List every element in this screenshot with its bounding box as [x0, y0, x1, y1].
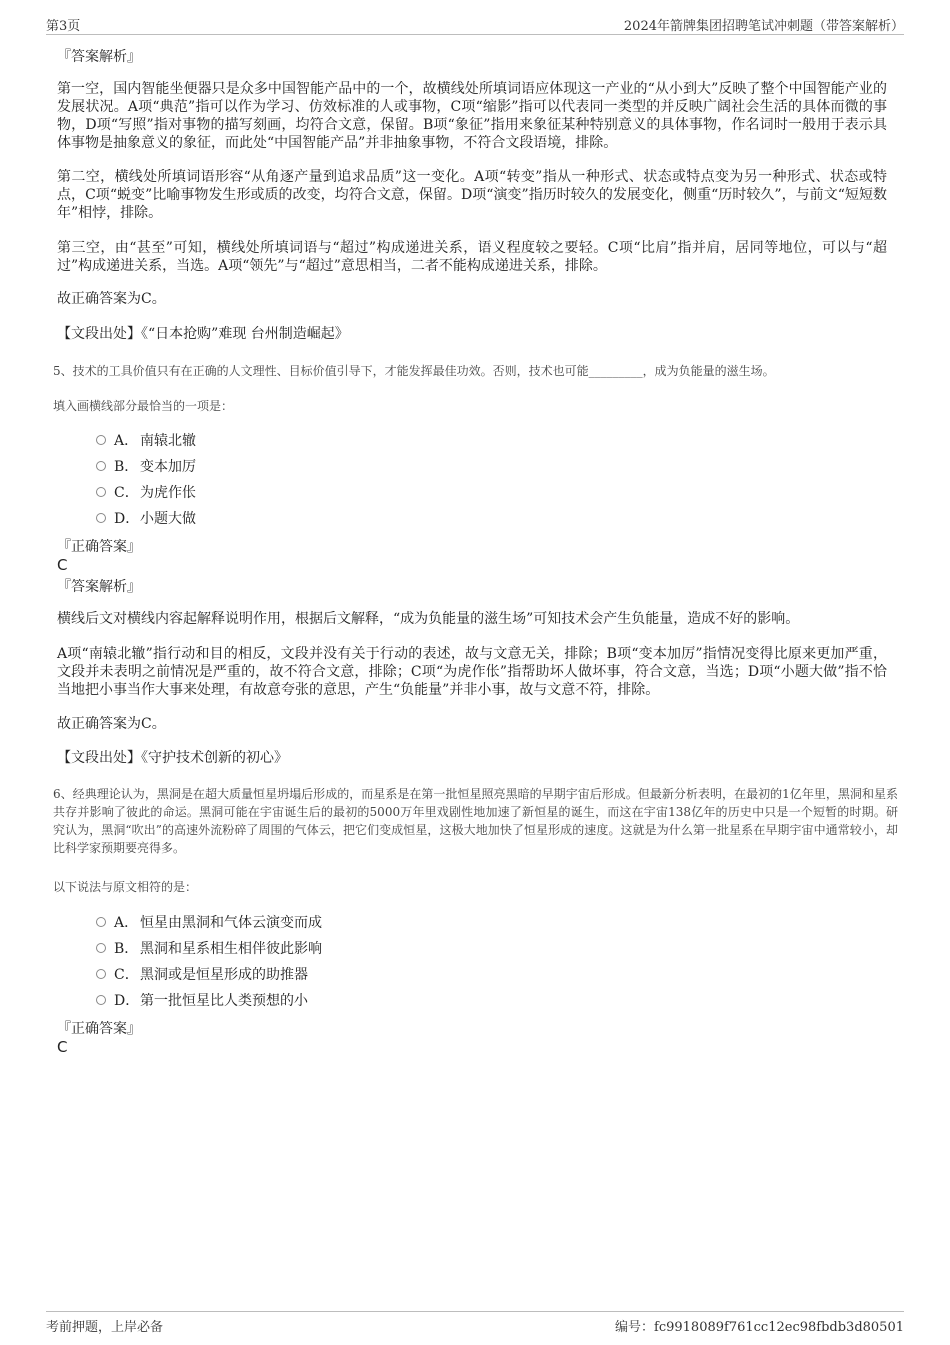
analysis-paragraph: 横线后文对横线内容起解释说明作用，根据后文解释，“成为负能量的滋生场”可知技术会产生负能量，造成不好的影响。: [57, 611, 800, 627]
radio-icon[interactable]: [96, 995, 106, 1005]
page-number: 第3页: [46, 19, 81, 34]
question-text: 5、技术的工具价值只有在正确的人文理性、目标价值引导下，才能发挥最佳功效。否则，技术也可能_________，成为负能量的滋生场。: [53, 364, 775, 378]
analysis-label: 『答案解析』: [57, 579, 141, 595]
option-d[interactable]: D．第一批恒星比人类预想的小: [96, 992, 308, 1010]
analysis-label: 『答案解析』: [57, 49, 141, 65]
question-text: 6、经典理论认为，黑洞是在超大质量恒星坍塌后形成的，而星系是在第一批恒星照亮黑暗的早期宇宙后形成。但最新分析表明，在最初的1亿年里，黑洞和星系共存并影响了彼此的命运。黑洞可能在宇宙诞生后的最初的5000万年里戏剧性地加速了新恒星的诞生，而这在宇宙138亿年的历史中只是一个短暂的时期。研究认为，黑洞“吹出”的高速外流粉碎了周围的气体云，把它们变成恒星，这极大地加快了恒星形成的速度。这就是为什么第一批星系在早期宇宙中通常较小，却比科学家预期要亮得多。: [53, 787, 898, 855]
document-title: 2024年箭牌集团招聘笔试冲刺题（带答案解析）: [623, 19, 904, 34]
source: 【文段出处】《“日本抢购”难现 台州制造崛起》: [57, 326, 349, 342]
footer-slogan: 考前押题，上岸必备: [46, 1320, 164, 1335]
option-b[interactable]: B． 黑洞和星系相生相伴彼此影响: [96, 940, 322, 958]
radio-icon[interactable]: [96, 917, 106, 927]
page-footer: [46, 1311, 904, 1334]
option-b[interactable]: B． 变本加厉: [96, 458, 196, 476]
analysis-paragraph: 第一空，国内智能坐便器只是众多中国智能产品中的一个，故横线处所填词语应体现这一产业的“从小到大”反映了整个中国智能产业的发展状况。A项“典范”指可以作为学习、仿效标准的人或事物，C项“缩影”指可以代表同一类型的并反映广阔社会生活的具体而微的事物，D项“写照”指对事物的描写刻画，均符合文意，保留。B项“象征”指用来象征某种特别意义的具体事物，作名词时一般用于表示具体事物是抽象意义的象征，而此处“中国智能产品”并非抽象事物，不符合文段语境，排除。: [57, 81, 887, 151]
analysis-paragraph: 第三空，由“甚至”可知，横线处所填词语与“超过”构成递进关系，语义程度较之要轻。C项“比肩”指并肩，居同等地位，可以与“超过”构成递进关系，当选。A项“领先”与“超过”意思相当，二者不能构成递进关系，排除。: [57, 240, 887, 274]
document-code: 编号：fc9918089f761cc12ec98fbdb3d80501: [615, 1320, 904, 1335]
radio-icon[interactable]: [96, 487, 106, 497]
option-d[interactable]: D．小题大做: [96, 510, 196, 528]
correct-answer-label: 『正确答案』: [57, 1021, 141, 1037]
conclusion: 故正确答案为C。: [57, 291, 166, 307]
option-c[interactable]: C．黑洞或是恒星形成的助推器: [96, 966, 308, 984]
radio-icon[interactable]: [96, 435, 106, 445]
option-c[interactable]: C．为虎作伥: [96, 484, 196, 502]
question-prompt: 填入画横线部分最恰当的一项是：: [53, 399, 234, 413]
source: 【文段出处】《守护技术创新的初心》: [57, 750, 288, 766]
option-a[interactable]: A． 南辕北辙: [96, 432, 196, 450]
radio-icon[interactable]: [96, 943, 106, 953]
correct-answer: C: [57, 556, 68, 574]
question-prompt: 以下说法与原文相符的是：: [53, 880, 198, 894]
conclusion: 故正确答案为C。: [57, 716, 166, 732]
correct-answer-label: 『正确答案』: [57, 539, 141, 555]
analysis-paragraph: A项“南辕北辙”指行动和目的相反，文段并没有关于行动的表述，故与文意无关，排除；B项“变本加厉”指情况变得比原来更加严重，文段并未表明之前情况是严重的，故不符合文意，排除；C项“为虎作伥”指帮助坏人做坏事，符合文意，当选；D项“小题大做”指不恰当地把小事当作大事来处理，有故意夸张的意思，产生“负能量”并非小事，故与文意不符，排除。: [57, 646, 887, 698]
radio-icon[interactable]: [96, 969, 106, 979]
correct-answer: C: [57, 1038, 68, 1056]
analysis-paragraph: 第二空，横线处所填词语形容“从角逐产量到追求品质”这一变化。A项“转变”指从一种形式、状态或特点变为另一种形式、状态或特点，C项“蜕变”比喻事物发生形或质的改变，均符合文意，保留。D项“演变”指历时较久的发展变化，侧重“历时较久”，与前文“短短数年”相悖，排除。: [57, 169, 887, 221]
page-header: [46, 14, 904, 35]
radio-icon[interactable]: [96, 513, 106, 523]
option-a[interactable]: A． 恒星由黑洞和气体云演变而成: [96, 914, 322, 932]
radio-icon[interactable]: [96, 461, 106, 471]
